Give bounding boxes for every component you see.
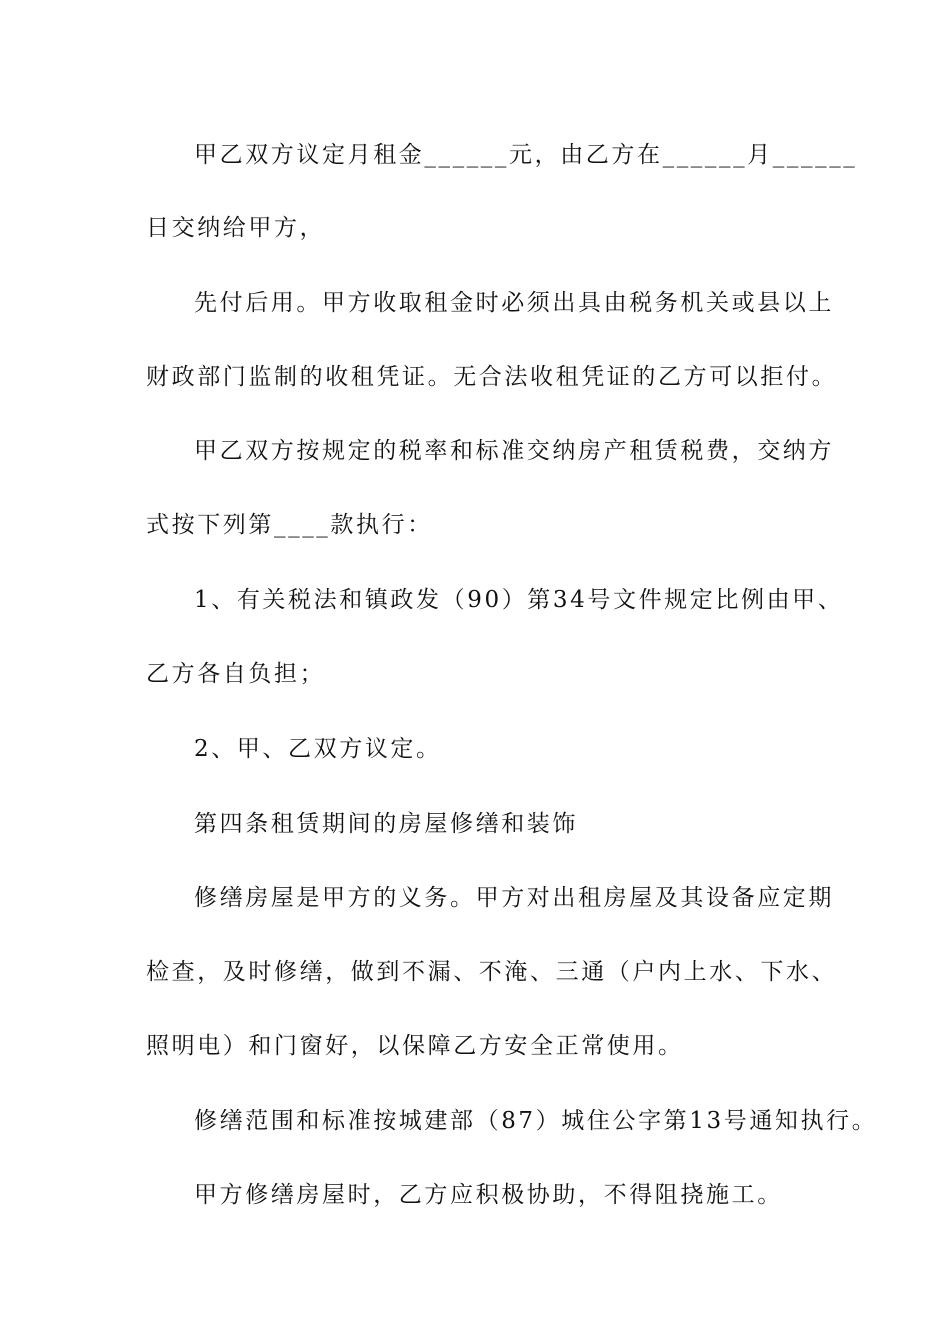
text-line-rent-amount: 甲乙双方议定月租金______元，由乙方在______月______ <box>194 142 858 168</box>
text-line-repair-duty: 修缮房屋是甲方的义务。甲方对出租房屋及其设备应定期 <box>194 885 834 911</box>
text-line-item-1-cont: 乙方各自负担； <box>146 661 326 687</box>
text-line-prepay: 先付后用。甲方收取租金时必须出具由税务机关或县以上 <box>194 290 834 316</box>
text-line-repair-assist: 甲方修缮房屋时，乙方应积极协助，不得阻挠施工。 <box>194 1182 783 1208</box>
text-line-item-1: 1、有关税法和镇政发（90）第34号文件规定比例由甲、 <box>194 587 844 613</box>
text-line-tax-method: 式按下列第____款执行： <box>146 512 433 538</box>
text-line-repair-check: 检查，及时修缮，做到不漏、不淹、三通（户内上水、下水、 <box>146 959 838 985</box>
section-heading-article-4: 第四条租赁期间的房屋修缮和装饰 <box>194 811 578 837</box>
text-line-tax: 甲乙双方按规定的税率和标准交纳房产租赁税费，交纳方 <box>194 438 834 464</box>
text-line-repair-safety: 照明电）和门窗好，以保障乙方安全正常使用。 <box>146 1033 684 1059</box>
text-line-item-2: 2、甲、乙双方议定。 <box>194 736 442 762</box>
text-line-payment-day: 日交纳给甲方， <box>146 215 326 241</box>
text-line-receipt: 财政部门监制的收租凭证。无合法收租凭证的乙方可以拒付。 <box>146 364 838 390</box>
text-line-repair-scope: 修缮范围和标准按城建部（87）城住公字第13号通知执行。 <box>194 1108 878 1134</box>
